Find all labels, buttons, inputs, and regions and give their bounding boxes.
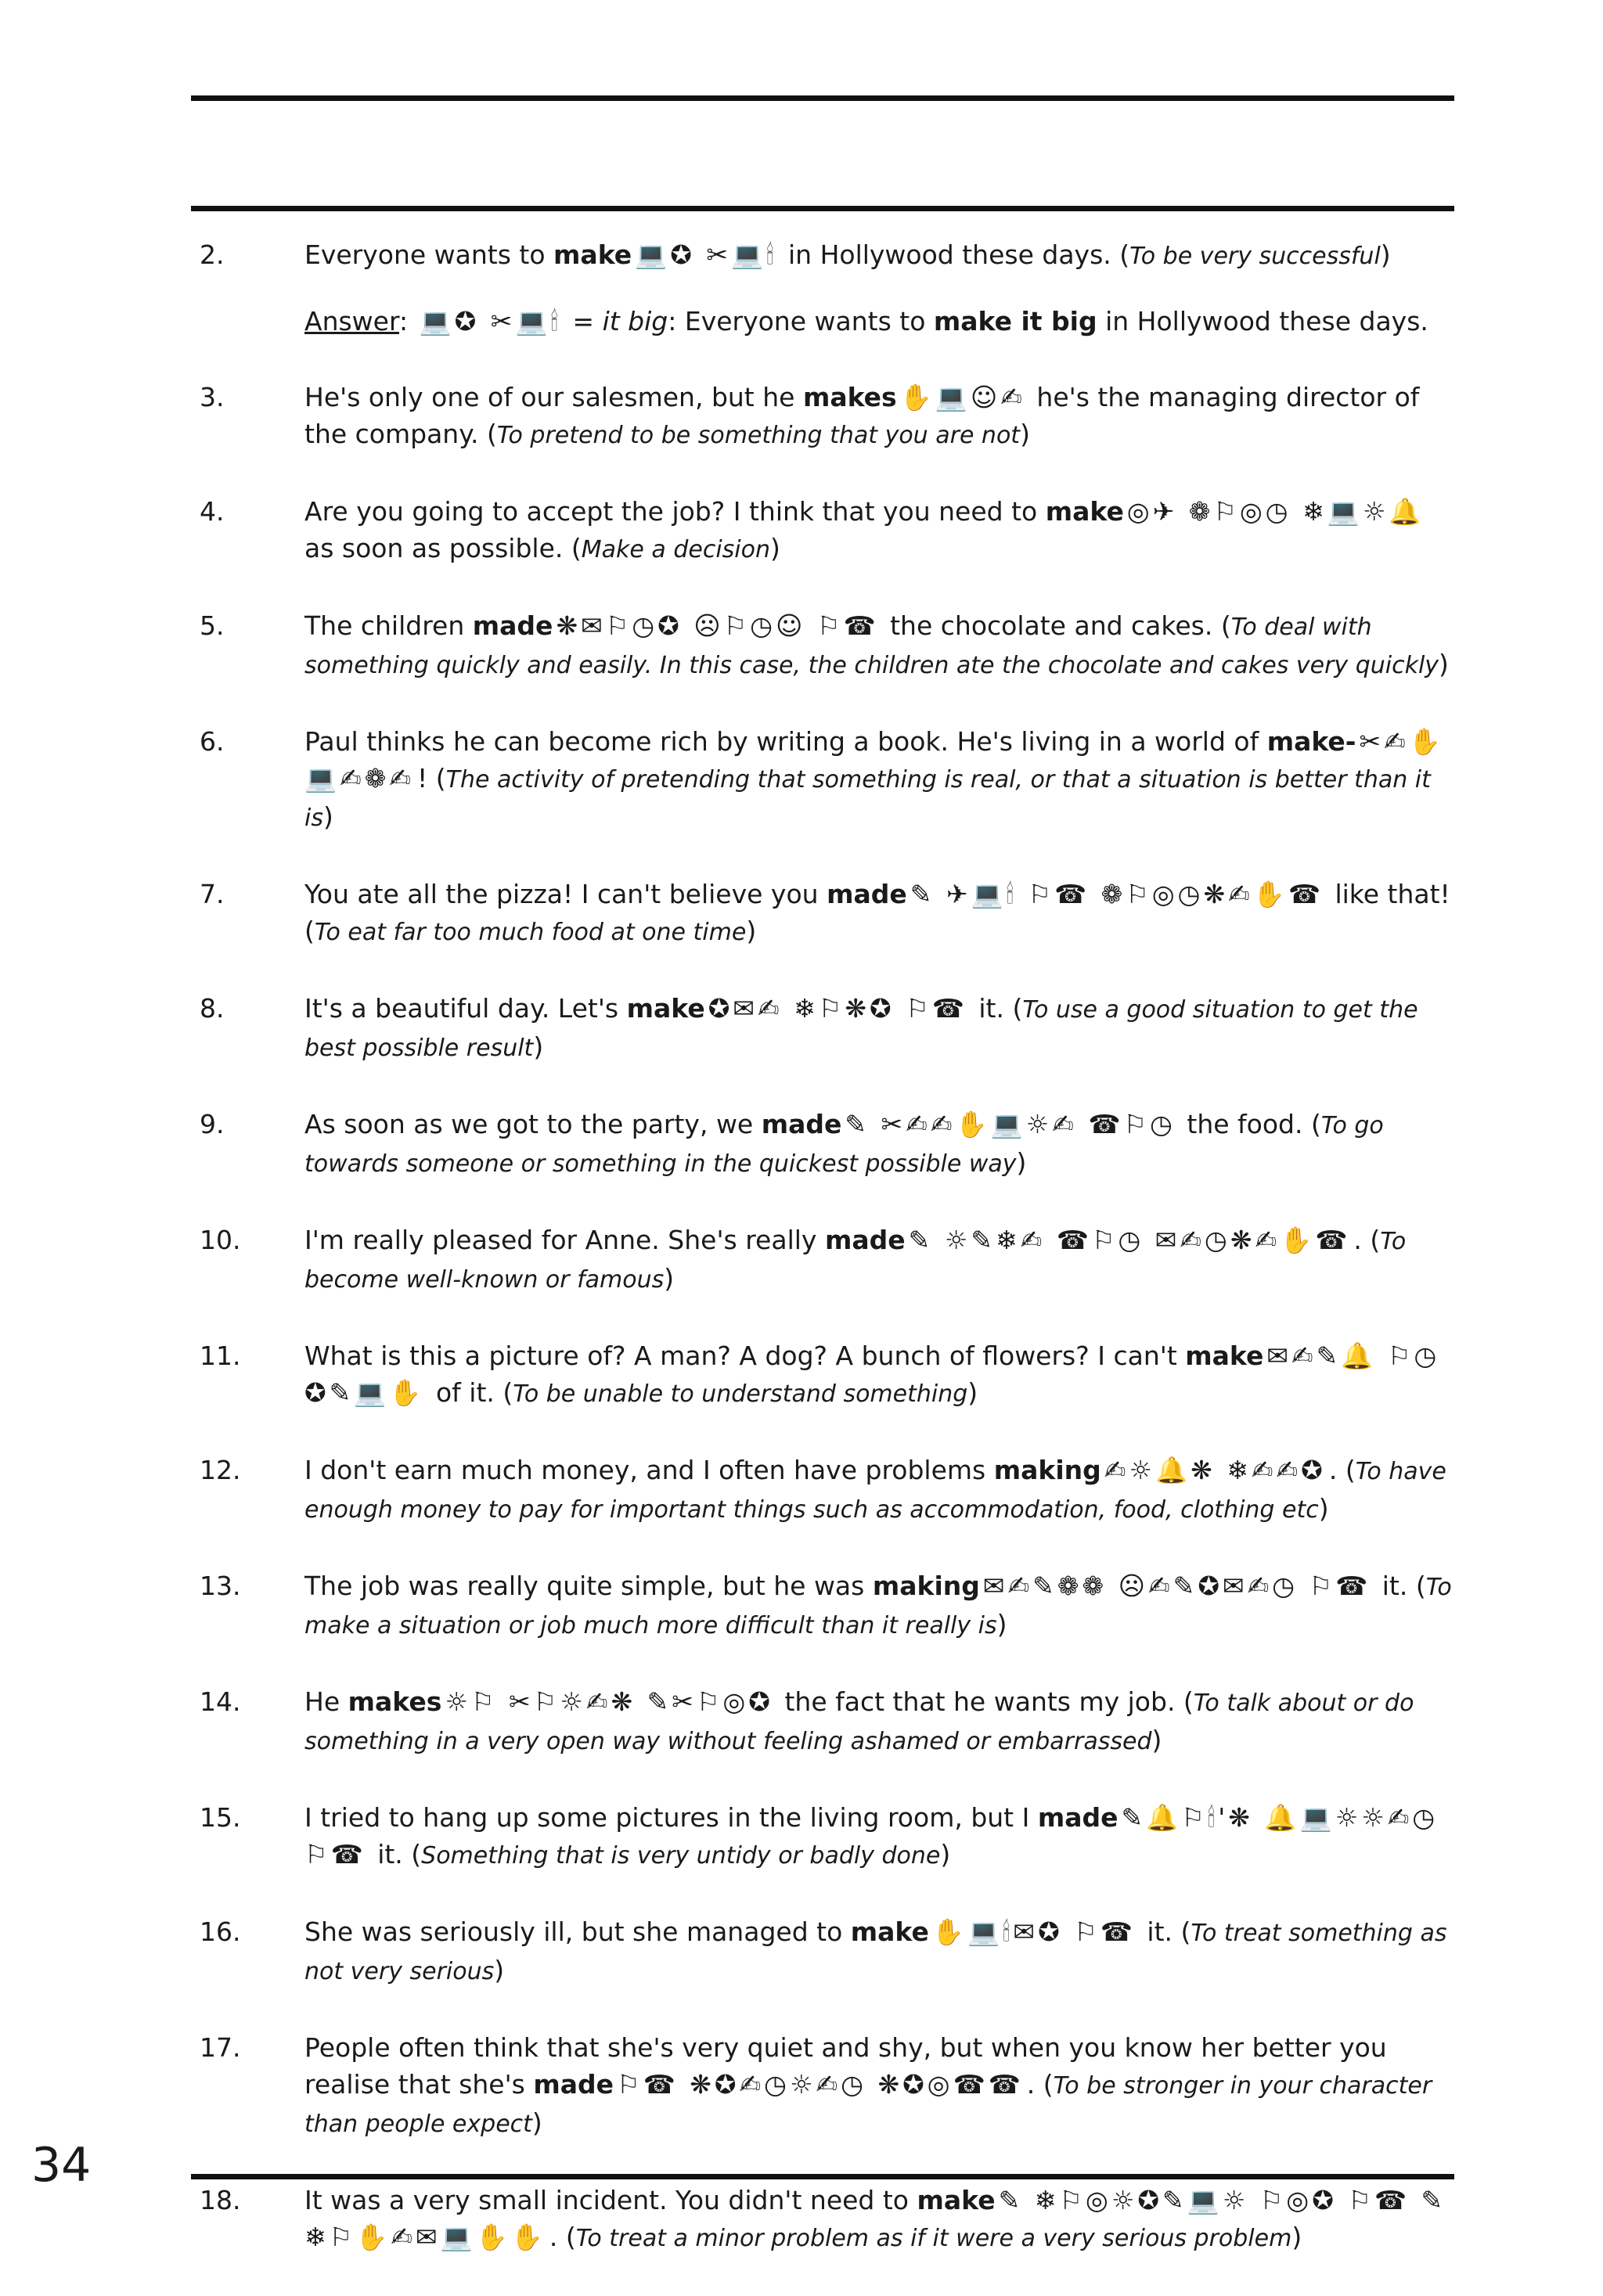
exercise-item <box>200 1106 1456 1182</box>
item-number: 3. <box>200 382 225 412</box>
item-text <box>304 990 1456 1067</box>
item-text <box>304 1567 1456 1644</box>
exercise-item <box>200 1337 1456 1413</box>
definition-hint: To treat something as not very serious <box>304 1920 1447 1985</box>
item-number: 15. <box>200 1802 241 1833</box>
item-sentence <box>304 379 1456 454</box>
coded-glyphs: ✎🔔⚐🕯'❋ 🔔💻☼☼✍◷ ⚐☎ <box>304 1802 1439 1870</box>
item-sentence <box>304 1337 1456 1413</box>
exercise-item <box>200 236 1456 340</box>
coded-glyphs: ✂✍✋💻✍❁✍ <box>304 726 1444 794</box>
item-number: 13. <box>200 1571 241 1601</box>
item-number: 11. <box>200 1341 241 1371</box>
sentence-end: like that! ( <box>304 879 1450 946</box>
sentence-end: he's the managing director of the company. ( <box>304 382 1420 449</box>
item-text <box>304 1222 1456 1298</box>
close-paren: ) <box>322 801 333 832</box>
item-number: 12. <box>200 1455 241 1485</box>
exercise-item <box>200 723 1456 837</box>
header-rule <box>191 206 1454 211</box>
answer-equals: = <box>564 306 603 336</box>
item-text <box>304 1683 1456 1760</box>
sentence-end: the chocolate and cakes. ( <box>881 610 1231 641</box>
coded-glyphs: ✎ ✈💻🕯 ⚐☎ ❁⚐◎◷❋✍✋☎ <box>910 879 1324 909</box>
keyword: make <box>917 2185 996 2215</box>
coded-glyphs: ✪✉✍ ❄⚐❋✪ ⚐☎ <box>708 993 967 1024</box>
item-number: 7. <box>200 879 225 909</box>
definition-hint: Something that is very untidy or badly done <box>421 1842 941 1870</box>
sentence-start: It's a beautiful day. Let's <box>304 993 627 1024</box>
keyword: make- <box>1266 726 1356 757</box>
sentence-end: ! ( <box>417 763 446 794</box>
item-text <box>304 493 1456 568</box>
item-sentence <box>304 1452 1456 1528</box>
sentence-start: You ate all the pizza! I can't believe you <box>304 879 827 909</box>
definition-hint: To become well-known or famous <box>304 1228 1407 1294</box>
sentence-start: Paul thinks he can become rich by writing a book. He's living in a world of <box>304 726 1267 757</box>
sentence-end: . ( <box>1353 1225 1381 1255</box>
item-sentence <box>304 493 1456 568</box>
coded-glyphs: ✉✍✎🔔 ⚐◷ ✪✎💻✋ <box>304 1341 1440 1408</box>
sentence-start: He <box>304 1686 348 1717</box>
exercise-item <box>200 493 1456 568</box>
sentence-end: . ( <box>1328 1455 1356 1485</box>
close-paren: ) <box>746 916 757 946</box>
definition-hint: To be very successful <box>1129 243 1381 270</box>
item-sentence <box>304 2182 1456 2257</box>
sentence-end: the fact that he wants my job. ( <box>776 1686 1194 1717</box>
exercise-item <box>200 607 1456 684</box>
exercise-item <box>200 379 1456 454</box>
item-number: 8. <box>200 993 225 1024</box>
item-number: 14. <box>200 1686 241 1717</box>
definition-hint: To treat a minor problem as if it were a very serious problem <box>575 2225 1292 2252</box>
close-paren: ) <box>1291 2222 1302 2252</box>
sentence-end: it. ( <box>1138 1916 1191 1947</box>
sentence-start: I don't earn much money, and I often have problems <box>304 1455 994 1485</box>
keyword: makes <box>802 382 897 412</box>
item-sentence <box>304 876 1456 951</box>
sentence-start: As soon as we got to the party, we <box>304 1109 762 1139</box>
exercise-item <box>200 1799 1456 1874</box>
close-paren: ) <box>996 1609 1007 1639</box>
answer-text: : Everyone wants to <box>668 306 934 336</box>
definition-hint: To use a good situation to get the best possible result <box>304 996 1418 1062</box>
definition-hint: To make a situation or job much more difficult than it really is <box>304 1574 1452 1639</box>
coded-glyphs: ✉✍✎❁❁ ☹✍✎✪✉✍◷ ⚐☎ <box>982 1571 1371 1601</box>
keyword: made <box>1037 1802 1118 1833</box>
definition-hint: The activity of pretending that something is real, or that a situation is better than it is <box>304 766 1431 832</box>
coded-glyphs: ⚐☎ ❋✪✍◷☼✍◷ ❋✪◎☎☎ <box>617 2069 1024 2100</box>
keyword: making <box>872 1571 980 1601</box>
answer-term: it big <box>602 306 668 336</box>
keyword: make <box>1045 496 1124 527</box>
definition-hint: To deal with something quickly and easily. In this case, the children ate the chocolate and cakes very quickly <box>304 614 1439 679</box>
item-number: 16. <box>200 1916 241 1947</box>
coded-glyphs: ✋💻☺✍ <box>899 382 1025 412</box>
coded-glyphs: ✋💻🕯✉✪ ⚐☎ <box>931 1916 1136 1947</box>
coded-glyphs: ✎ ✂✍✍✋💻☼✍ ☎⚐◷ <box>845 1109 1176 1139</box>
keyword: make <box>626 993 705 1024</box>
item-number: 2. <box>200 239 225 270</box>
sentence-start: I'm really pleased for Anne. She's really <box>304 1225 825 1255</box>
item-text <box>304 876 1456 951</box>
item-text <box>304 1337 1456 1413</box>
item-number: 18. <box>200 2185 241 2215</box>
definition-hint: Make a decision <box>581 536 770 563</box>
sentence-end: as soon as possible. ( <box>304 533 582 563</box>
exercise-item <box>200 1913 1456 1990</box>
item-sentence <box>304 723 1456 837</box>
close-paren: ) <box>1318 1493 1329 1524</box>
item-sentence <box>304 1683 1456 1760</box>
item-sentence <box>304 607 1456 684</box>
definition-hint: To be unable to understand something <box>513 1380 968 1408</box>
definition-hint: To be stronger in your character than people expect <box>304 2072 1432 2138</box>
sentence-start: She was seriously ill, but she managed to <box>304 1916 851 1947</box>
answer-colon: : <box>398 306 416 336</box>
sentence-start: It was a very small incident. You didn't need to <box>304 2185 917 2215</box>
close-paren: ) <box>769 533 780 563</box>
close-paren: ) <box>967 1377 978 1408</box>
top-rule <box>191 95 1454 101</box>
sentence-start: Are you going to accept the job? I think that you need to <box>304 496 1046 527</box>
close-paren: ) <box>531 2107 542 2138</box>
sentence-start: What is this a picture of? A man? A dog? A bunch of flowers? I can't <box>304 1341 1186 1371</box>
sentence-end: it. ( <box>369 1839 422 1870</box>
coded-glyphs: ◎✈ ❁⚐◎◷ ❄💻☼🔔 <box>1126 496 1425 527</box>
definition-hint: To have enough money to pay for important things such as accommodation, food, clothing etc <box>304 1458 1446 1524</box>
keyword: make <box>850 1916 929 1947</box>
item-sentence <box>304 236 1456 275</box>
answer-text-end: in Hollywood these days. <box>1097 306 1428 336</box>
exercise-item <box>200 1222 1456 1298</box>
keyword: made <box>533 2069 614 2100</box>
item-text <box>304 1799 1456 1874</box>
close-paren: ) <box>1020 419 1030 449</box>
sentence-end: it. ( <box>970 993 1023 1024</box>
coded-glyphs: ✎ ☼✎❄✍ ☎⚐◷ ✉✍◷❋✍✋☎ <box>908 1225 1351 1255</box>
exercise-item <box>200 1452 1456 1528</box>
sentence-start: The children <box>304 610 473 641</box>
keyword: made <box>827 879 907 909</box>
close-paren: ) <box>494 1955 505 1985</box>
sentence-start: People often think that she's very quiet and shy, but when you know her better you realise that she's <box>304 2032 1387 2100</box>
definition-hint: To pretend to be something that you are not <box>496 422 1021 449</box>
sentence-start: I tried to hang up some pictures in the living room, but I <box>304 1802 1038 1833</box>
item-sentence <box>304 1222 1456 1298</box>
sentence-end: in Hollywood these days. ( <box>780 239 1130 270</box>
sentence-end: of it. ( <box>427 1377 513 1408</box>
keyword: make <box>1185 1341 1264 1371</box>
item-number: 17. <box>200 2032 241 2063</box>
keyword: made <box>761 1109 842 1139</box>
answer-label: Answer <box>304 306 399 336</box>
item-number: 10. <box>200 1225 241 1255</box>
item-sentence <box>304 1106 1456 1182</box>
item-sentence <box>304 1913 1456 1990</box>
coded-glyphs: ✍☼🔔❋ ❄✍✍✪ <box>1104 1455 1326 1485</box>
sentence-start: Everyone wants to <box>304 239 554 270</box>
close-paren: ) <box>1380 239 1391 270</box>
exercise-item <box>200 1567 1456 1644</box>
close-paren: ) <box>664 1263 675 1294</box>
exercise-item <box>200 2182 1456 2257</box>
item-sentence <box>304 1567 1456 1644</box>
close-paren: ) <box>1439 649 1449 679</box>
sentence-end: . ( <box>549 2222 576 2252</box>
keyword: make <box>553 239 632 270</box>
close-paren: ) <box>1016 1147 1027 1178</box>
item-text <box>304 2182 1456 2257</box>
page-number: 34 <box>31 2138 92 2193</box>
close-paren: ) <box>940 1839 951 1870</box>
answer-line <box>304 303 1456 340</box>
item-sentence <box>304 1799 1456 1874</box>
definition-hint: To talk about or do something in a very open way without feeling ashamed or embarrassed <box>304 1690 1414 1755</box>
item-text <box>304 379 1456 454</box>
exercise-item <box>200 2029 1456 2143</box>
keyword: makes <box>348 1686 442 1717</box>
item-text <box>304 607 1456 684</box>
definition-hint: To go towards someone or something in the quickest possible way <box>304 1112 1384 1178</box>
item-text <box>304 1106 1456 1182</box>
item-text <box>304 1452 1456 1528</box>
sentence-start: The job was really quite simple, but he was <box>304 1571 873 1601</box>
keyword: made <box>824 1225 906 1255</box>
coded-glyphs: ✎ ❄⚐◎☼✪✎💻☼ ⚐◎✪ ⚐☎ ✎ ❄⚐✋✍✉💻✋✋ <box>304 2185 1446 2252</box>
item-text <box>304 723 1456 837</box>
exercise-item <box>200 990 1456 1067</box>
item-sentence <box>304 2029 1456 2143</box>
item-text <box>304 2029 1456 2143</box>
item-number: 5. <box>200 610 225 641</box>
answer-bold: make it big <box>933 306 1097 336</box>
sentence-end: . ( <box>1026 2069 1054 2100</box>
coded-glyphs: ❋✉⚐◷✪ ☹⚐◷☺ ⚐☎ <box>556 610 879 641</box>
item-number: 4. <box>200 496 225 527</box>
item-text <box>304 236 1456 340</box>
bottom-rule <box>191 2174 1454 2179</box>
close-paren: ) <box>533 1031 544 1062</box>
item-number: 9. <box>200 1109 225 1139</box>
exercise-item <box>200 1683 1456 1760</box>
definition-hint: To eat far too much food at one time <box>314 919 747 946</box>
keyword: made <box>472 610 553 641</box>
coded-glyphs: ☼⚐ ✂⚐☼✍❋ ✎✂⚐◎✪ <box>445 1686 773 1717</box>
exercise-item <box>200 876 1456 951</box>
sentence-end: the food. ( <box>1178 1109 1321 1139</box>
item-sentence <box>304 990 1456 1067</box>
coded-glyphs: 💻✪ ✂💻🕯 <box>419 306 561 336</box>
item-text <box>304 1913 1456 1990</box>
keyword: making <box>993 1455 1101 1485</box>
item-number: 6. <box>200 726 225 757</box>
close-paren: ) <box>1151 1725 1162 1755</box>
sentence-start: He's only one of our salesmen, but he <box>304 382 803 412</box>
coded-glyphs: 💻✪ ✂💻🕯 <box>635 239 777 270</box>
exercise-list <box>200 236 1456 2296</box>
sentence-end: it. ( <box>1374 1571 1426 1601</box>
